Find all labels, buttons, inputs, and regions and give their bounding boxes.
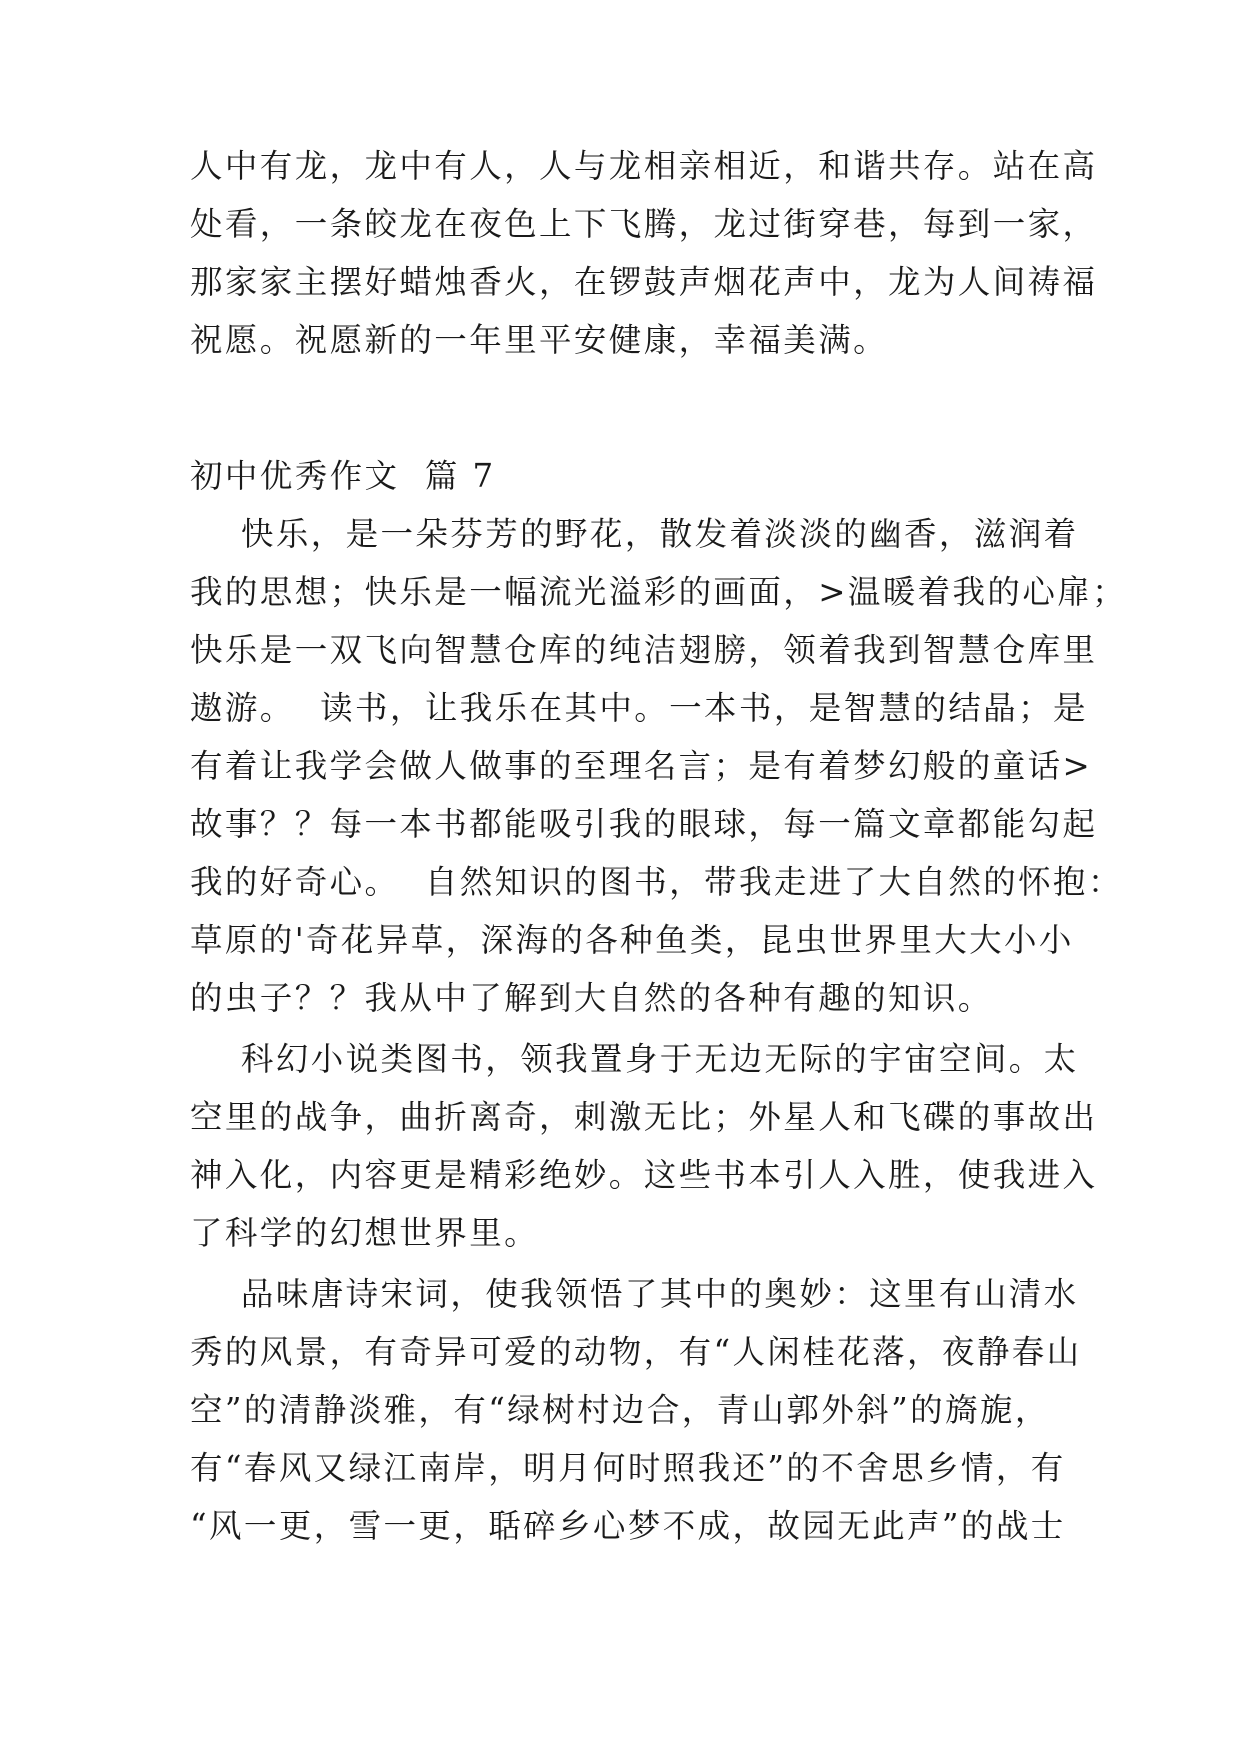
text-line: 有着让我学会做人做事的至理名言；是有着梦幻般的童话> bbox=[190, 747, 1093, 785]
text-line: 快乐，是一朵芬芳的野花，散发着淡淡的幽香，滋润着 bbox=[190, 515, 1079, 553]
text-line: 神入化，内容更是精彩绝妙。这些书本引人入胜，使我进入 bbox=[190, 1156, 1098, 1194]
text-line: 空”的清静淡雅，有“绿树村边合，青山郭外斜”的旖旎， bbox=[190, 1391, 1050, 1429]
text-line: 我的思想；快乐是一幅流光溢彩的画面，>温暖着我的心扉； bbox=[190, 573, 1128, 611]
paragraph-3 bbox=[190, 1265, 1082, 1555]
text-line: 科幻小说类图书，领我置身于无边无际的宇宙空间。太 bbox=[190, 1040, 1079, 1078]
text-line: “风一更，雪一更，聒碎乡心梦不成，故园无此声”的战士 bbox=[190, 1507, 1066, 1545]
text-line: 草原的'奇花异草，深海的各种鱼类，昆虫世界里大大小小 bbox=[190, 921, 1074, 959]
text-line: 品味唐诗宋词，使我领悟了其中的奥妙：这里有山清水 bbox=[190, 1275, 1079, 1313]
text-line: 人中有龙，龙中有人，人与龙相亲相近，和谐共存。站在高 bbox=[190, 147, 1098, 185]
text-line: 快乐是一双飞向智慧仓库的纯洁翅膀，领着我到智慧仓库里 bbox=[190, 631, 1098, 669]
text-line: 了科学的幻想世界里。 bbox=[190, 1214, 540, 1252]
section-title: 初中优秀作文 篇 7 bbox=[190, 457, 496, 495]
paragraph-1 bbox=[190, 505, 1128, 1027]
text-line: 有“春风又绿江南岸，明月何时照我还”的不舍思乡情，有 bbox=[190, 1449, 1066, 1487]
text-line: 空里的战争，曲折离奇，刺激无比；外星人和飞碟的事故出 bbox=[190, 1098, 1098, 1136]
text-line: 处看，一条皎龙在夜色上下飞腾，龙过街穿巷，每到一家， bbox=[190, 205, 1098, 243]
text-line: 我的好奇心。 自然知识的图书，带我走进了大自然的怀抱： bbox=[190, 863, 1123, 901]
text-line: 遨游。 读书，让我乐在其中。一本书，是智慧的结晶；是 bbox=[190, 689, 1088, 727]
text-line: 那家家主摆好蜡烛香火，在锣鼓声烟花声中，龙为人间祷福 bbox=[190, 263, 1098, 301]
text-line: 祝愿。祝愿新的一年里平安健康，幸福美满。 bbox=[190, 321, 889, 359]
paragraph-2 bbox=[190, 1030, 1098, 1262]
paragraph-previous-section bbox=[190, 137, 1098, 369]
text-line: 秀的风景，有奇异可爱的动物，有“人闲桂花落，夜静春山 bbox=[190, 1333, 1082, 1371]
text-line: 的虫子？？我从中了解到大自然的各种有趣的知识。 bbox=[190, 979, 993, 1017]
text-line: 故事？？每一本书都能吸引我的眼球，每一篇文章都能勾起 bbox=[190, 805, 1098, 843]
